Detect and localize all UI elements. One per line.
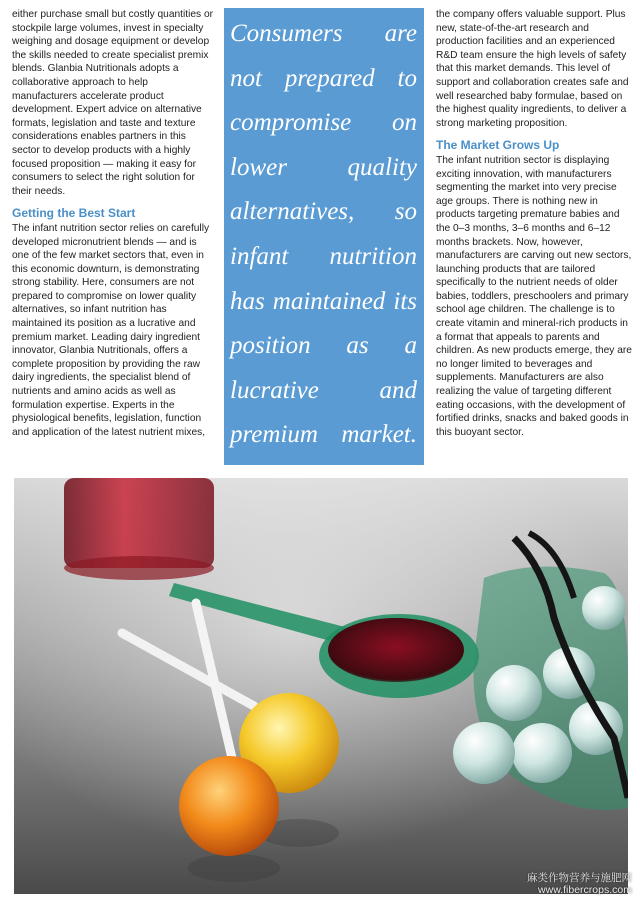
watermark-chinese-title: 麻类作物营养与施肥网 (527, 872, 632, 884)
watermark-url: www.fibercrops.com (538, 884, 632, 896)
right-intro-paragraph: the company offers valuable support. Plus new, state-of-the-art research and production facilities and an experienced R&D team ensure the high levels of safety that this market demands. This level of support and collaboration creates safe and well researched baby formulae, based on the highest quality ingredients, to deliver a strong marketing proposition. (436, 9, 629, 129)
site-watermark (527, 872, 632, 896)
right-body-paragraph: The infant nutrition sector is displaying exciting innovation, with manufacturers segmenting the market into very precise age groups. There is nothing new in products targeting premature babies and the 0–3 months, 3–6 months and 6–12 months brackets. Now, however, manufacturers are carving out new sectors, launching products that are tailored specifically to the nutrient needs of older babies, toddlers, preschoolers and primary school age children. The challenge is to create vitamin and mineral-rich products in a format that appeals to parents and children. As new products emerge, they are no longer limited to beverages and supplements. Manufacturers are also realizing the value of targeting different eating occasions, with the development of fortified drinks, snacks and baked goods in this buoyant sector. (436, 154, 632, 438)
section-heading-getting-best-start: Getting the Best Start (12, 206, 136, 221)
left-column (12, 8, 214, 439)
product-photo (14, 478, 628, 894)
left-intro-paragraph: either purchase small but costly quantities or stockpile large volumes, invest in specialty weighing and dosage equipment or develop the skills needed to create specialist premix blends. Glanbia Nutritionals adopts a collaborative approach to help manufacturers accelerate product development. Expert advice on alternative formats, legislation and taste and texture considerations enables partners in this sector to develop products with a highly focused proposition — making it easy for consumers to select the right solution for their needs. (12, 9, 214, 197)
pull-quote: Consumers are not prepared to compromise on lower quality alternatives, so infant nutrition has maintained its position as a lucrative and premium market. (224, 8, 424, 465)
right-column (436, 8, 632, 439)
left-body-paragraph: The infant nutrition sector relies on carefully developed micronutrient blends — and is one of the few market sectors that, even in this economic downturn, is demonstrating strong stability. Here, consumers are not prepared to compromise on lower quality alternatives, so infant nutrition has maintained its position as a lucrative and premium market. Leading dairy ingredient innovator, Glanbia Nutritionals, offers a complete proposition by providing the raw dairy ingredients, the specialist blend of nutrients and amino acids as well as formulation expertise. Experts in the physiological benefits, legislation, function and application of the latest nutrient mixes, (12, 222, 210, 438)
section-heading-market-grows-up: The Market Grows Up (436, 138, 560, 153)
